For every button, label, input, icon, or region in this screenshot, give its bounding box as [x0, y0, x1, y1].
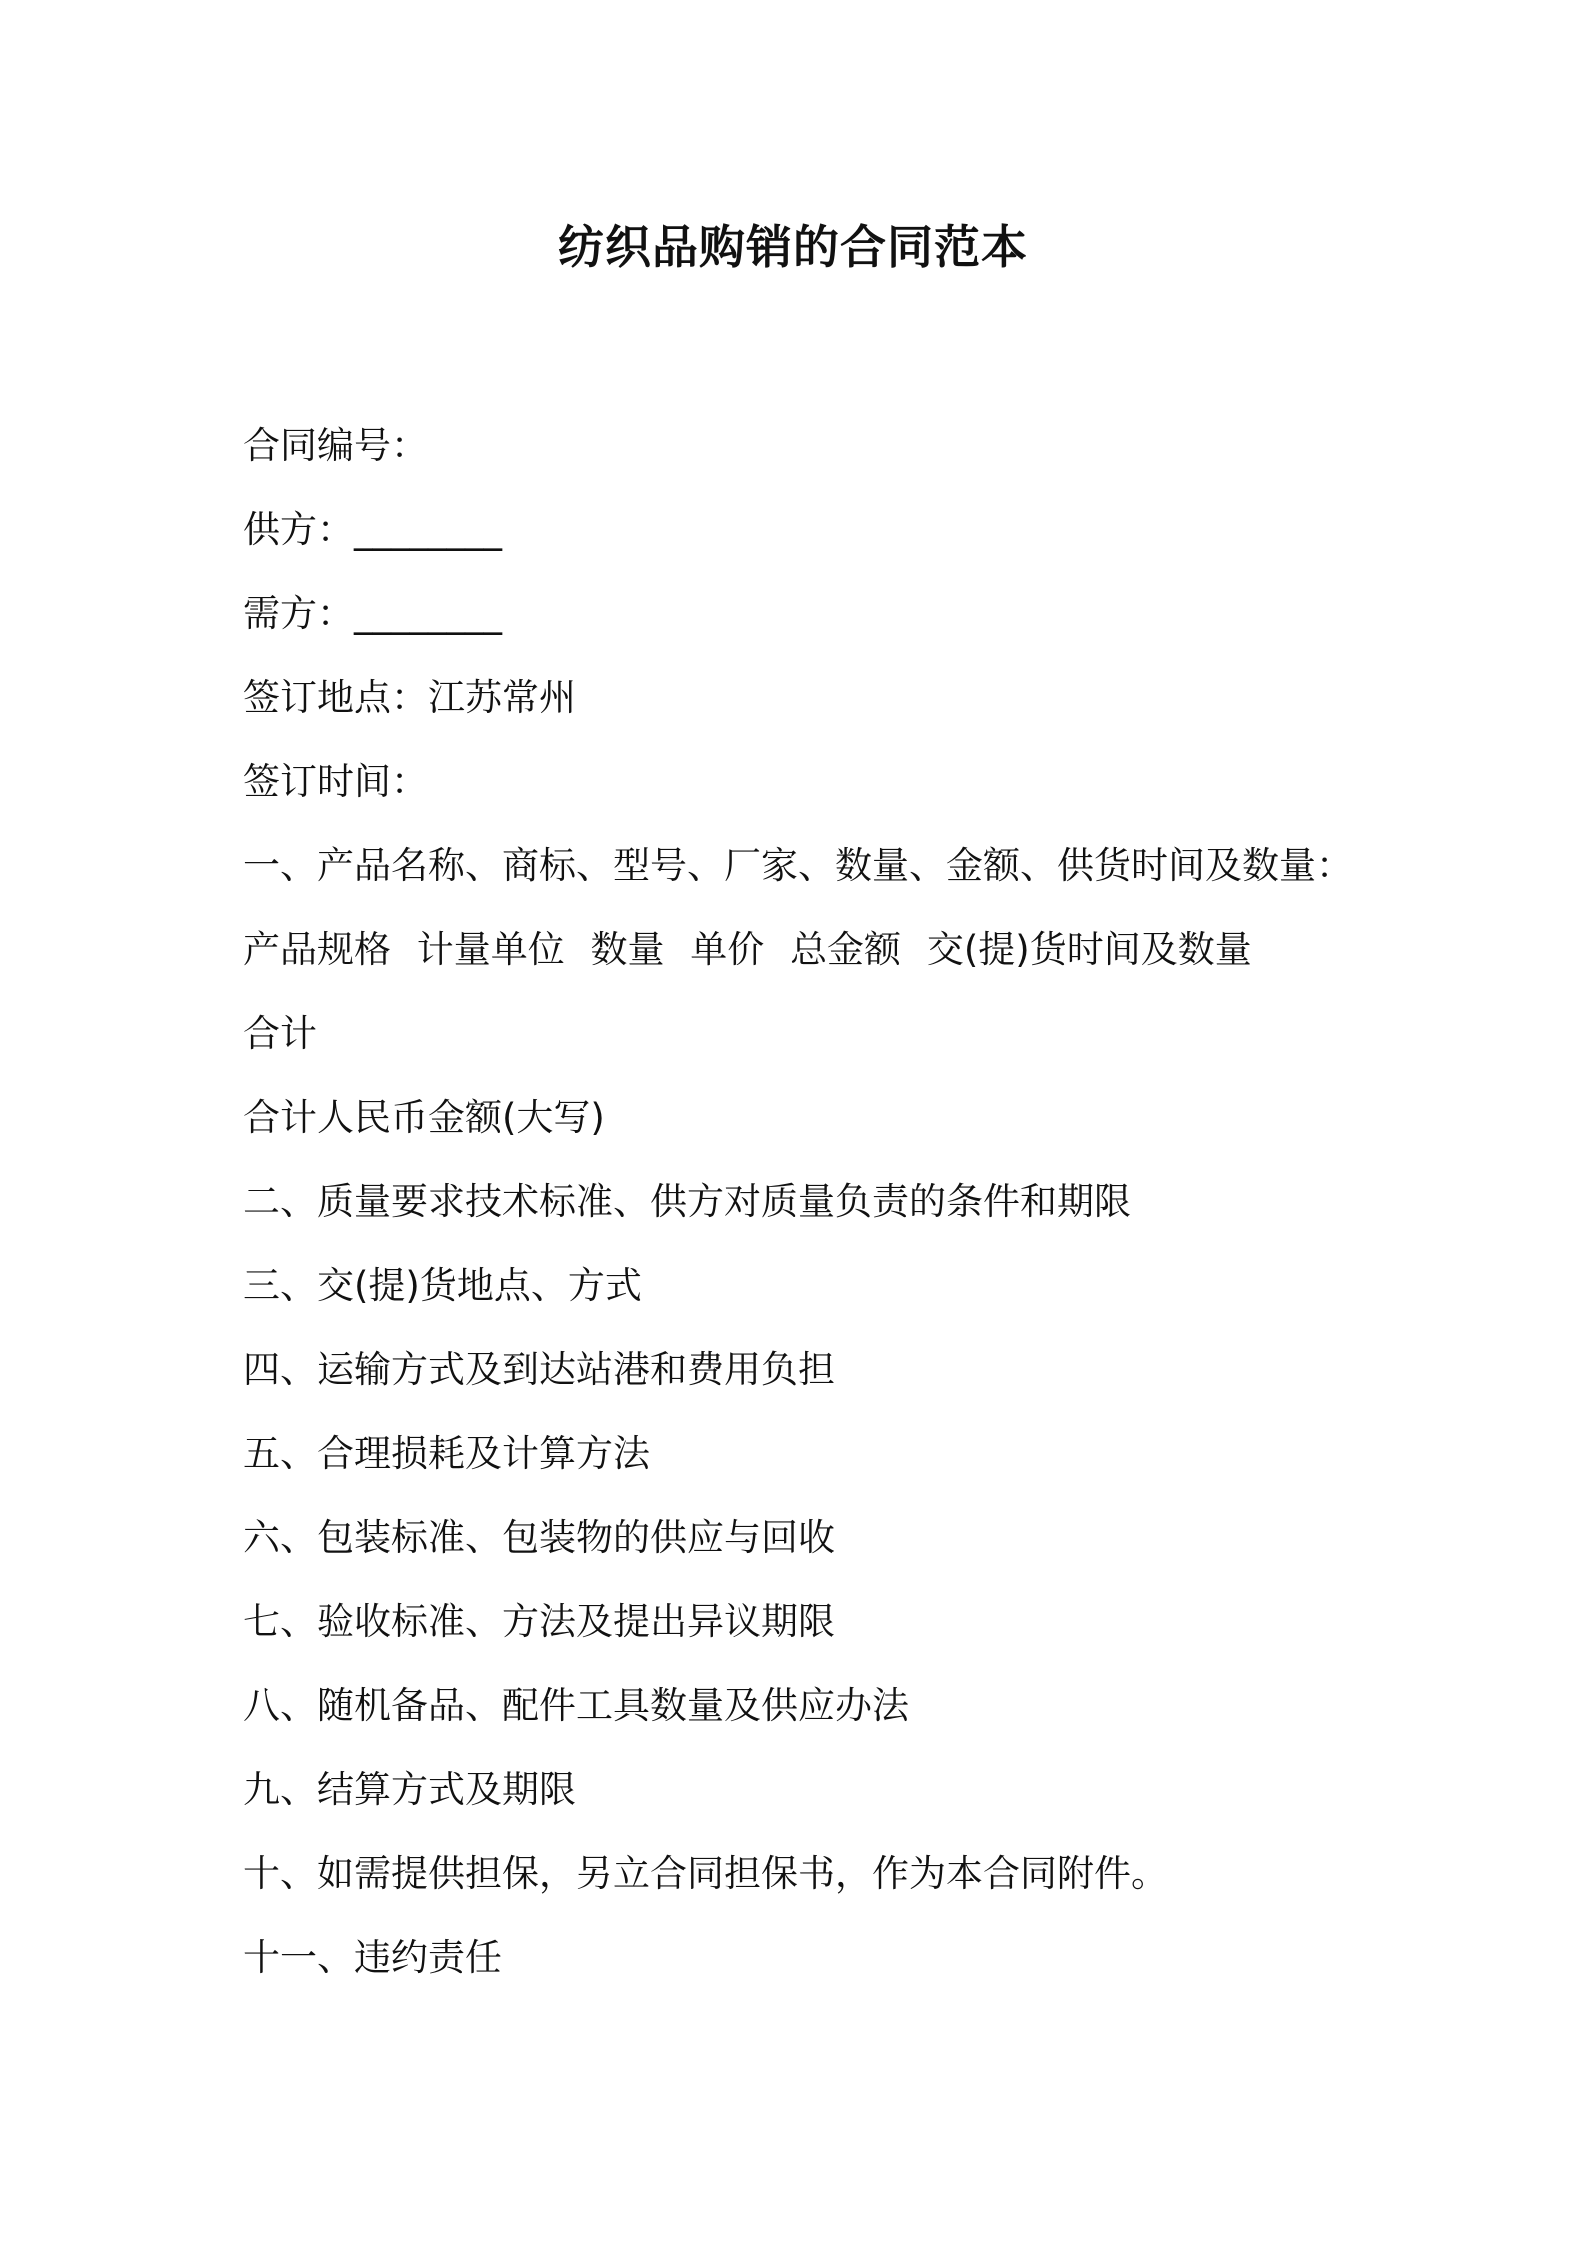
- signing-place-line: 签订地点：江苏常州: [243, 676, 576, 719]
- table-header-cell: 产品规格: [243, 928, 391, 971]
- table-header-cell: 数量: [590, 928, 665, 971]
- section-5-heading: 五、合理损耗及计算方法: [243, 1432, 650, 1475]
- section-10-heading: 十、如需提供担保，另立合同担保书，作为本合同附件。: [243, 1852, 1168, 1895]
- section-2-heading: 二、质量要求技术标准、供方对质量负责的条件和期限: [243, 1180, 1131, 1223]
- product-table-header-row: [243, 908, 1443, 992]
- section-1-heading: 一、产品名称、商标、型号、厂家、数量、金额、供货时间及数量：: [243, 844, 1353, 887]
- table-header-cell: 单价: [690, 928, 765, 971]
- total-rmb-line: 合计人民币金额(大写): [243, 1096, 605, 1139]
- total-line: 合计: [243, 1012, 317, 1055]
- buyer-line: 需方：________: [243, 592, 502, 635]
- section-4-heading: 四、运输方式及到达站港和费用负担: [243, 1348, 835, 1391]
- section-7-heading: 七、验收标准、方法及提出异议期限: [243, 1600, 835, 1643]
- table-header-cell: 计量单位: [416, 928, 565, 971]
- section-8-heading: 八、随机备品、配件工具数量及供应办法: [243, 1684, 909, 1727]
- signing-time-line: 签订时间：: [243, 760, 428, 803]
- document-body: [243, 404, 1443, 2000]
- section-11-heading: 十一、违约责任: [243, 1936, 502, 1979]
- supplier-line: 供方：________: [243, 508, 502, 551]
- section-3-heading: 三、交(提)货地点、方式: [243, 1264, 642, 1307]
- table-header-cell: 交(提)货时间及数量: [926, 928, 1252, 971]
- document-title: 纺织品购销的合同范本: [558, 220, 1028, 274]
- section-9-heading: 九、结算方式及期限: [243, 1768, 576, 1811]
- section-6-heading: 六、包装标准、包装物的供应与回收: [243, 1516, 835, 1559]
- table-header-cell: 总金额: [790, 928, 902, 971]
- contract-number-line: 合同编号：: [243, 424, 428, 467]
